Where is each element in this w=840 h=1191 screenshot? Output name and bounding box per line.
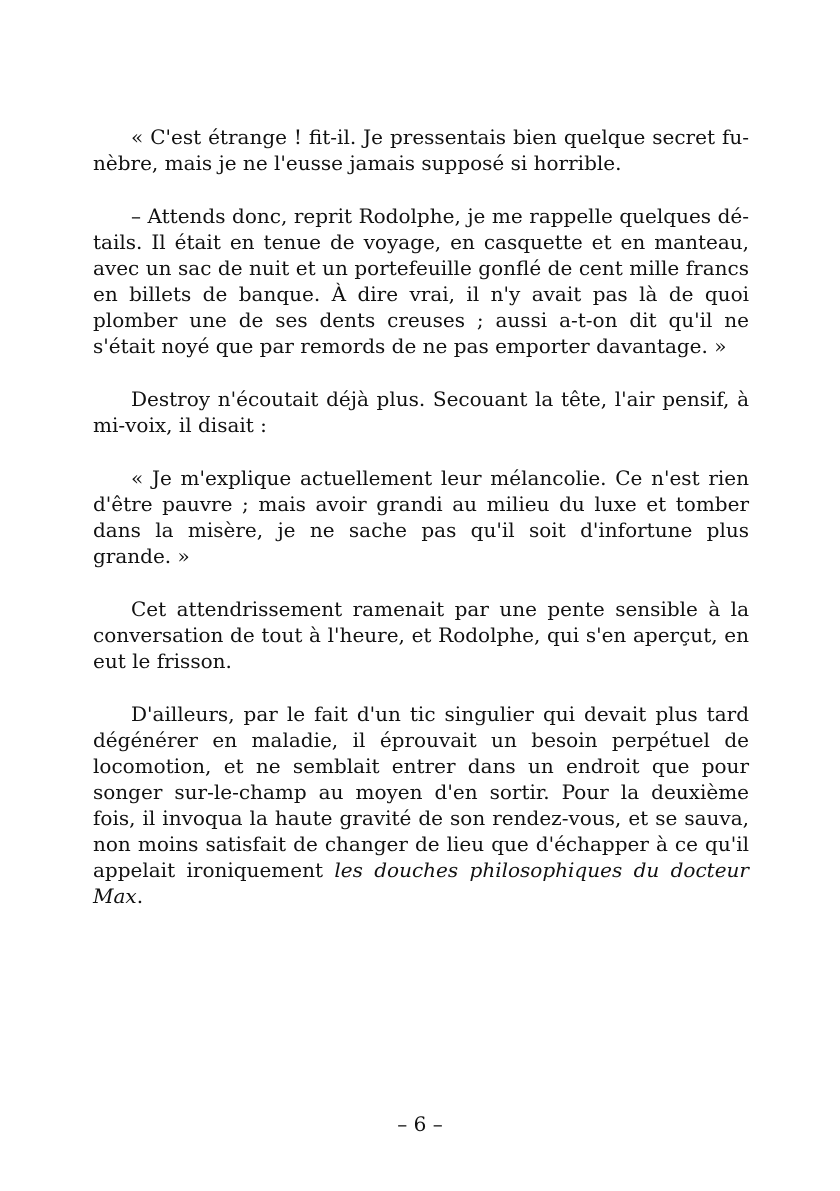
body-text bbox=[93, 124, 749, 909]
paragraph-6-italic: les douches philosophiques du docteur Max bbox=[93, 858, 749, 908]
paragraph-6-end: . bbox=[136, 884, 144, 908]
paragraph-5: Cet attendrissement ramenait par une pente sensible à la conversation de tout à l'heure, et Rodolphe, qui s'en aperçut, en eut le frisson. bbox=[93, 597, 749, 673]
paragraph-6 bbox=[93, 701, 749, 909]
paragraph-6-text: D'ailleurs, par le fait d'un tic singulier qui devait plus tard dégénérer en maladie, il éprouvait un besoin perpétuel de locomotion, et ne semblait entrer dans un endroit que pour songer sur-le-champ au moyen d'en sortir. Pour la deuxième fois, il invoqua la haute gravité de son rendez-vous, et se sauva, non moins satisfait de changer de lieu que d'échapper à ce qu'il appelait ironiquement bbox=[93, 702, 749, 882]
paragraph-2: – Attends donc, reprit Rodolphe, je me rappelle quelques détails. Il était en tenue de voyage, en casquette et en manteau, avec un sac de nuit et un portefeuille gonflé de cent mille francs en billets de banque. À dire vrai, il n'y avait pas là de quoi plomber une de ses dents creuses ; aussi a-t-on dit qu'il ne s'était noyé que par remords de ne pas emporter davantage. » bbox=[93, 204, 749, 358]
paragraph-3: Destroy n'écoutait déjà plus. Secouant la tête, l'air pensif, à mi-voix, il disait : bbox=[93, 387, 749, 437]
paragraph-4: « Je m'explique actuellement leur mélancolie. Ce n'est rien d'être pauvre ; mais avoir grandi au milieu du luxe et tomber dans la misère, je ne sache pas qu'il soit d'infortune plus grande. » bbox=[93, 466, 749, 568]
page-number: – 6 – bbox=[397, 1112, 443, 1136]
paragraph-1: « C'est étrange ! fit-il. Je pressentais bien quelque secret funèbre, mais je ne l'eusse jamais supposé si horrible. bbox=[93, 125, 749, 175]
